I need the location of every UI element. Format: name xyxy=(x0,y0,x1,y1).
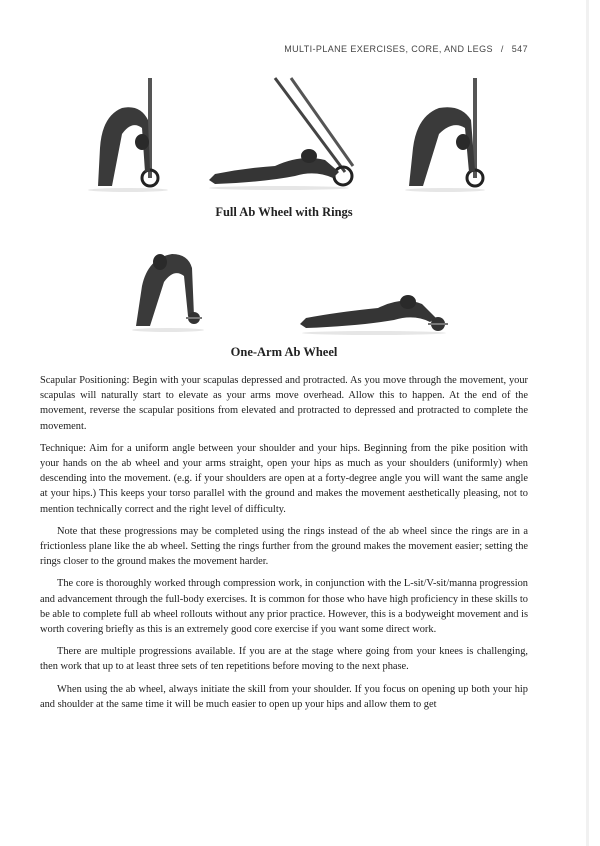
one-arm-wheel-photo-start xyxy=(128,246,210,332)
paragraph-initiate-from-shoulder: When using the ab wheel, always initiate the skill from your shoulder. If you focus on opening up both your hip and shoulder at the same time it will be much easier to open up your hips and allow them to get xyxy=(40,683,528,710)
paragraph-scapular-positioning: Scapular Positioning: Begin with your scapulas depressed and protracted. As you move through the movement, your scapulas will naturally start to elevate as your arms move overhead. Allow this to happen. At the end of the movement, reverse the scapular positions from elevated and protracted to depressed and protracted to complete the movement. xyxy=(40,375,528,432)
running-head-separator: / xyxy=(500,44,504,54)
paragraph-progressions: There are multiple progressions available. If you are at the stage where going from your knees is challenging, then work that up to at least three sets of ten repetitions before moving to the next phase. xyxy=(40,646,528,673)
page-number: 547 xyxy=(511,44,528,54)
paragraph-core-compression: The core is thoroughly worked through compression work, in conjunction with the L-sit/V-sit/manna progression and advancement through the full-body exercises. It is common for those who have high proficiency in these skills to be able to complete full ab wheel rollouts without any prior practice. However, this is a bodyweight movement and is worth covering briefly as this is an extremely good core exercise if you want some direct work. xyxy=(40,578,528,636)
figure-caption-full-ab-wheel: Full Ab Wheel with Rings xyxy=(215,205,353,219)
paragraph-rings-note: Note that these progressions may be completed using the rings instead of the ab wheel since the rings are in a frictionless plane like the ab wheel. Setting the rings further from the ground makes the movement easier; setting the rings closer to the ground makes the movement harder. xyxy=(40,525,528,568)
paragraph-technique: Technique: Aim for a uniform angle between your shoulder and your hips. Beginning from the pike position with your hands on the ab wheel and your arms straight, open your hips as much as your shoulders (uniformly) when descending into the movement. (e.g. if your shoulders are open at a forty-degree angle you will want the same angle at your hips.) This keeps your torso parallel with the ground and makes the movement aesthetically pleasing, not to mention technically correct and the right level of difficulty. xyxy=(40,442,528,515)
running-head-section: MULTI-PLANE EXERCISES, CORE, AND LEGS xyxy=(284,44,493,54)
page-edge-rule xyxy=(586,0,589,846)
body-text xyxy=(40,373,528,719)
ring-rollout-photo-extended xyxy=(205,76,355,192)
figure-caption-one-arm-ab-wheel: One-Arm Ab Wheel xyxy=(230,345,338,359)
one-arm-wheel-photo-extended xyxy=(298,284,450,336)
ring-rollout-photo-return xyxy=(405,76,505,192)
ring-rollout-photo-start xyxy=(78,76,178,192)
running-head xyxy=(284,44,528,54)
